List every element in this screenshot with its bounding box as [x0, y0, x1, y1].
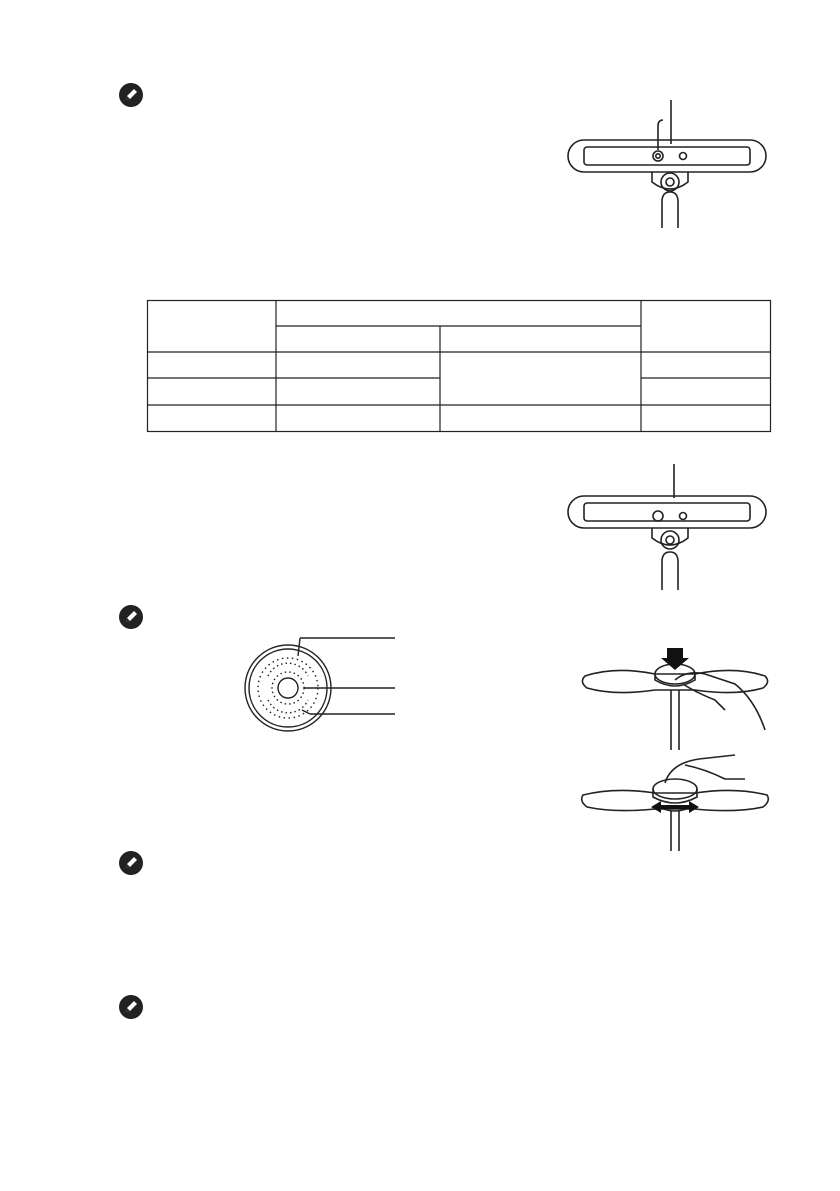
rotate-knob-figure	[575, 755, 775, 855]
lamp-head-sensor-figure	[560, 458, 780, 598]
status-table	[147, 300, 771, 432]
note-pencil-icon	[118, 850, 144, 876]
press-knob-figure	[575, 640, 775, 750]
dial-detail-figure	[240, 628, 410, 748]
lamp-head-top-figure	[560, 90, 780, 240]
note-pencil-icon	[118, 604, 144, 630]
note-pencil-icon	[118, 994, 144, 1020]
note-pencil-icon	[118, 82, 144, 108]
